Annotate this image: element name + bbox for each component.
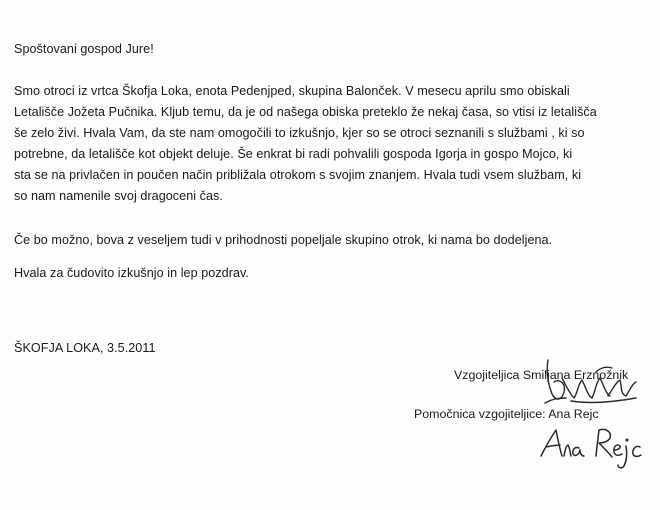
place-and-date: ŠKOFJA LOKA, 3.5.2011 <box>14 341 156 355</box>
paragraph-1-line: potrebne, da letališče kot objekt deluje. Še enkrat bi radi pohvalili gospoda Igorja in gospo Mojco, ki <box>14 147 573 161</box>
letter-paragraph-3: Hvala za čudovito izkušnjo in lep pozdrav. <box>14 266 249 280</box>
assistant-signature-line: Pomočnica vzgojiteljice: Ana Rejc <box>414 407 599 421</box>
paragraph-1-line: še zelo živi. Hvala Vam, da ste nam omogočili to izkušnjo, kjer so se otroci seznanili s službami , ki so <box>14 126 585 140</box>
letter-greeting: Spoštovani gospod Jure! <box>14 42 154 56</box>
teacher-signature-line: Vzgojiteljica Smiljana Erznožnik <box>454 368 629 382</box>
paragraph-1-line: Smo otroci iz vrtca Škofja Loka, enota Pedenjped, skupina Balonček. V mesecu aprilu smo obiskali <box>14 84 570 98</box>
paragraph-1-line: so nam namenile svoj dragoceni čas. <box>14 189 223 203</box>
letter-paragraph-2: Če bo možno, bova z veseljem tudi v prihodnosti popeljale skupino otrok, ki nama bo dodeljena. <box>14 233 553 247</box>
paragraph-1-line: Letališče Jožeta Pučnika. Kljub temu, da je od našega obiska preteklo že nekaj časa, so vtisi iz letališča <box>14 105 597 119</box>
paragraph-1-line: sta se na privlačen in poučen način približala otrokom s svojim znanjem. Hvala tudi vsem službam, ki <box>14 168 582 182</box>
